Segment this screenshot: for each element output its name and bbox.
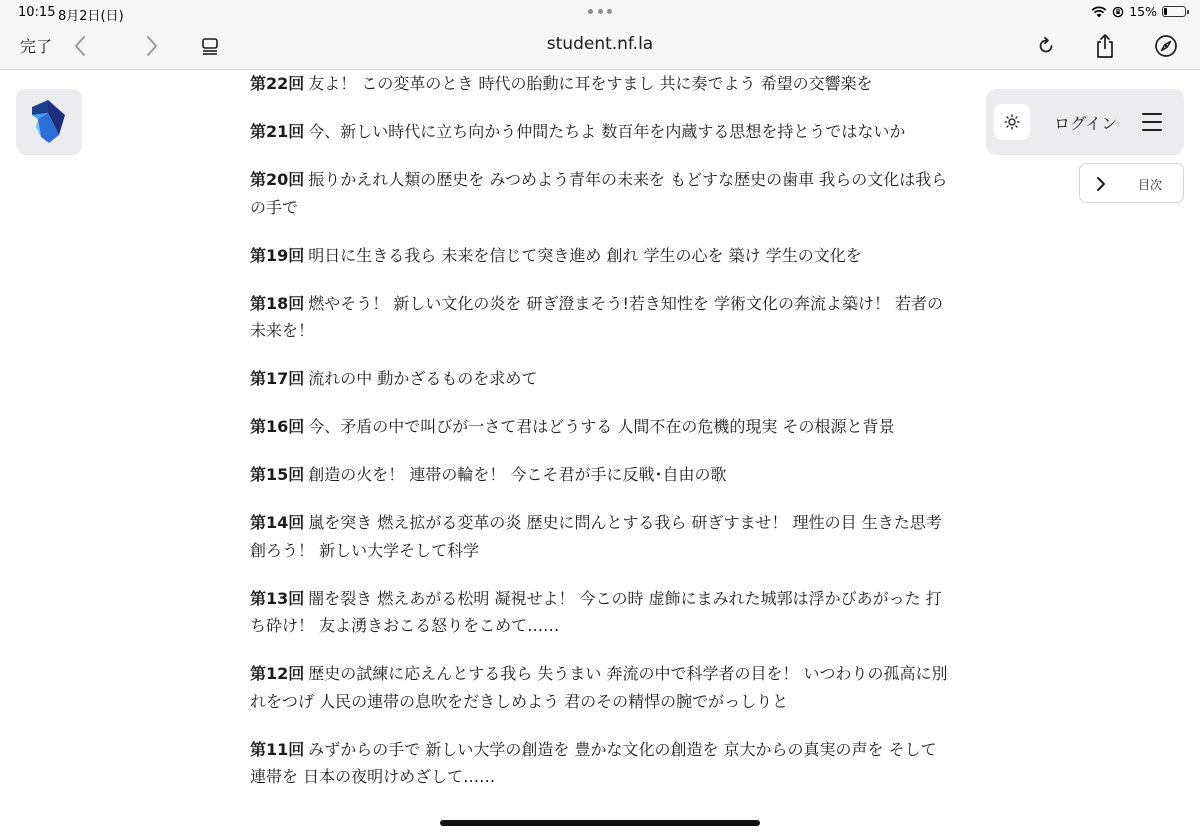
back-chevron-icon[interactable] (66, 32, 94, 60)
entry-number: 第11回 (250, 739, 305, 759)
site-logo[interactable] (16, 89, 82, 155)
share-icon[interactable] (1091, 32, 1119, 60)
done-button[interactable]: 完了 (20, 37, 53, 56)
status-time: 10:15 (18, 5, 56, 20)
wifi-icon (1091, 6, 1107, 18)
entry-number: 第22回 (250, 74, 305, 93)
entry-text: 今、矛盾の中で叫びが一さて君はどうする 人間不在の危機的現実 その根源と背景 (308, 417, 895, 436)
toc-label: 目次 (1138, 178, 1163, 192)
list-item (250, 736, 950, 791)
list-item (250, 290, 950, 345)
list-item (250, 365, 950, 393)
entry-text: みずからの手で 新しい大学の創造を 豊かな文化の創造を 京大からの真実の声を そして連帯を 日本の夜明けめざして‥‥‥ (250, 739, 937, 786)
entry-number: 第21回 (250, 122, 305, 141)
entry-number: 第14回 (250, 513, 305, 532)
list-item (250, 585, 950, 640)
status-bar (0, 0, 1200, 24)
entry-number: 第12回 (250, 664, 305, 683)
list-item (250, 461, 950, 489)
chevron-right-icon (1096, 176, 1106, 192)
reload-icon[interactable] (1032, 32, 1060, 60)
theme-toggle-button[interactable] (994, 104, 1030, 140)
entry-text: 燃やそう！ 新しい文化の炎を 研ぎ澄まそう!若き知性を 学術文化の奔流よ築け！ 若者の未来を！ (250, 293, 944, 340)
browser-toolbar (0, 24, 1200, 70)
list-item (250, 166, 950, 221)
entry-text: 流れの中 動かざるものを求めて (308, 369, 538, 388)
sun-icon (1004, 114, 1020, 130)
entry-text: 今、新しい時代に立ち向かう仲間たちよ 数百年を内蔵する思想を持とうではないか (308, 122, 906, 141)
list-item (250, 70, 950, 98)
multitasking-dots-icon[interactable] (588, 9, 612, 15)
reader-view-icon[interactable] (196, 32, 224, 60)
list-item (250, 413, 950, 441)
entry-text: 嵐を突き 燃え拡がる変革の炎 歴史に問んとする我ら 研ぎすませ！ 理性の目 生きた思考 創ろう！ 新しい大学そして科学 (250, 513, 942, 560)
entry-text: 闇を裂き 燃えあがる松明 凝視せよ！ 今この時 虚飾にまみれた城郭は浮かびあがった 打ち砕け！ 友よ湧きおこる怒りをこめて‥‥‥ (250, 588, 942, 635)
entry-number: 第15回 (250, 465, 305, 484)
battery-icon (1162, 6, 1186, 17)
list-item (250, 660, 950, 715)
entry-text: 友よ！ この変革のとき 時代の胎動に耳をすまし 共に奏でよう 希望の交響楽を (308, 74, 873, 93)
rotation-lock-icon (1112, 6, 1124, 18)
url-field[interactable]: student.nf.la (546, 34, 654, 54)
entry-text: 振りかえれ人類の歴史を みつめよう青年の未来を もどすな歴史の歯車 我らの文化は我らの手で (250, 170, 948, 217)
entry-text: 明日に生きる我ら 未来を信じて突き進め 創れ 学生の心を 築け 学生の文化を (308, 245, 862, 265)
entry-number: 第20回 (250, 170, 305, 189)
header-panel (986, 89, 1184, 155)
login-link[interactable]: ログイン (1054, 114, 1118, 133)
entry-number: 第13回 (250, 588, 305, 608)
entry-number: 第19回 (250, 245, 305, 265)
entry-text: 創造の火を！ 連帯の輪を！ 今こそ君が手に反戦･自由の歌 (308, 465, 727, 484)
forward-chevron-icon[interactable] (138, 32, 166, 60)
entry-number: 第16回 (250, 417, 305, 436)
battery-percent: 15% (1129, 4, 1157, 19)
home-indicator[interactable] (440, 820, 760, 826)
entry-text: 歴史の試練に応えんとする我ら 失うまい 奔流の中で科学者の目を！ いつわりの孤高に別れをつげ 人民の連帯の息吹をだきしめよう 君のその精悍の腕でがっしりと (250, 664, 948, 711)
compass-icon[interactable] (1152, 32, 1180, 60)
entry-number: 第18回 (250, 293, 305, 313)
list-item (250, 118, 950, 146)
history-list (250, 70, 950, 811)
list-item (250, 509, 950, 564)
hamburger-menu-icon[interactable] (1142, 109, 1168, 135)
status-date: 8月2日(日) (58, 9, 124, 24)
logo-icon (28, 97, 70, 147)
entry-number: 第17回 (250, 369, 305, 388)
toc-button[interactable] (1079, 163, 1184, 203)
list-item (250, 242, 950, 270)
